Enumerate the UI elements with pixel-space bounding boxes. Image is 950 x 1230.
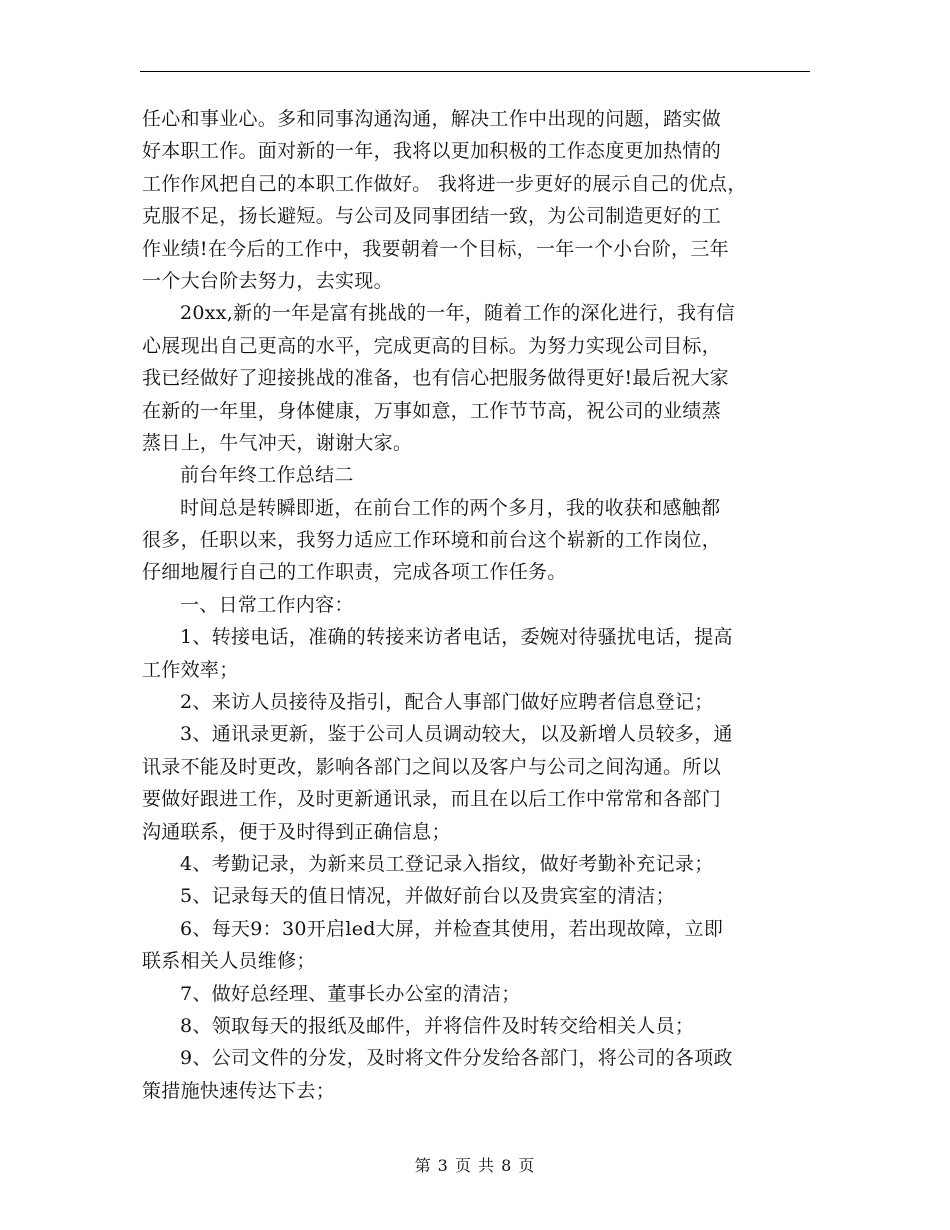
text-line: 很多，任职以来，我努力适应工作环境和前台这个崭新的工作岗位，: [142, 529, 722, 552]
text-line: 蒸日上，牛气冲天，谢谢大家。: [142, 431, 413, 454]
list-item: 9、公司文件的分发，及时将文件分发给各部门，将公司的各项政: [180, 1047, 733, 1070]
text-line: 一个大台阶去努力，去实现。: [142, 269, 393, 292]
list-item: 2、来访人员接待及指引，配合人事部门做好应聘者信息登记；: [180, 691, 714, 714]
list-item: 4、考勤记录，为新来员工登记录入指纹，做好考勤补充记录；: [180, 852, 714, 875]
section-heading: 前台年终工作总结二: [180, 464, 354, 487]
subsection-heading: 一、日常工作内容：: [180, 593, 354, 616]
text-line: 任心和事业心。多和同事沟通沟通，解决工作中出现的问题，踏实做: [142, 108, 722, 130]
text-line: 作业绩!在今后的工作中，我要朝着一个目标，一年一个小台阶，三年: [142, 237, 729, 260]
text-line: 在新的一年里，身体健康，万事如意，工作节节高，祝公司的业绩蒸: [142, 399, 722, 422]
list-item: 1、转接电话，准确的转接来访者电话，委婉对待骚扰电话，提高: [180, 626, 733, 649]
list-item: 3、通讯录更新，鉴于公司人员调动较大，以及新增人员较多，通: [180, 723, 733, 746]
text-line: 讯录不能及时更改，影响各部门之间以及客户与公司之间沟通。所以: [142, 755, 722, 778]
document-body: [142, 103, 810, 1107]
text-line: 联系相关人员维修；: [142, 950, 316, 973]
text-line: 仔细地履行自己的工作职责，完成各项工作任务。: [142, 561, 567, 584]
text-line: 策措施快速传达下去；: [142, 1079, 336, 1102]
text-line: 我已经做好了迎接挑战的准备，也有信心把服务做得更好!最后祝大家: [142, 367, 729, 390]
list-item: 6、每天9：30开启led大屏，并检查其使用，若出现故障，立即: [180, 917, 724, 940]
page-number: 第 3 页 共 8 页: [414, 1156, 536, 1175]
text-line: 克服不足，扬长避短。与公司及同事团结一致，为公司制造更好的工: [142, 205, 722, 228]
header-rule: [140, 71, 810, 72]
text-line: 时间总是转瞬即逝，在前台工作的两个多月，我的收获和感触都: [180, 496, 721, 519]
list-item: 8、领取每天的报纸及邮件，并将信件及时转交给相关人员；: [180, 1014, 695, 1037]
text-line: 好本职工作。面对新的一年，我将以更加积极的工作态度更加热情的: [142, 140, 722, 163]
list-item: 7、做好总经理、董事长办公室的清洁；: [180, 982, 521, 1005]
text-line: 工作作风把自己的本职工作做好。 我将进一步更好的展示自己的优点，: [142, 172, 747, 195]
text-line: 沟通联系，便于及时得到正确信息；: [142, 820, 451, 843]
list-item: 5、记录每天的值日情况，并做好前台以及贵宾室的清洁；: [180, 885, 675, 908]
text-line: 要做好跟进工作，及时更新通讯录，而且在以后工作中常常和各部门: [142, 788, 722, 811]
text-line: 心展现出自己更高的水平，完成更高的目标。为努力实现公司目标，: [142, 334, 722, 357]
text-line: 工作效率；: [142, 658, 239, 681]
text-line: 20xx,新的一年是富有挑战的一年，随着工作的深化进行，我有信: [180, 302, 735, 325]
